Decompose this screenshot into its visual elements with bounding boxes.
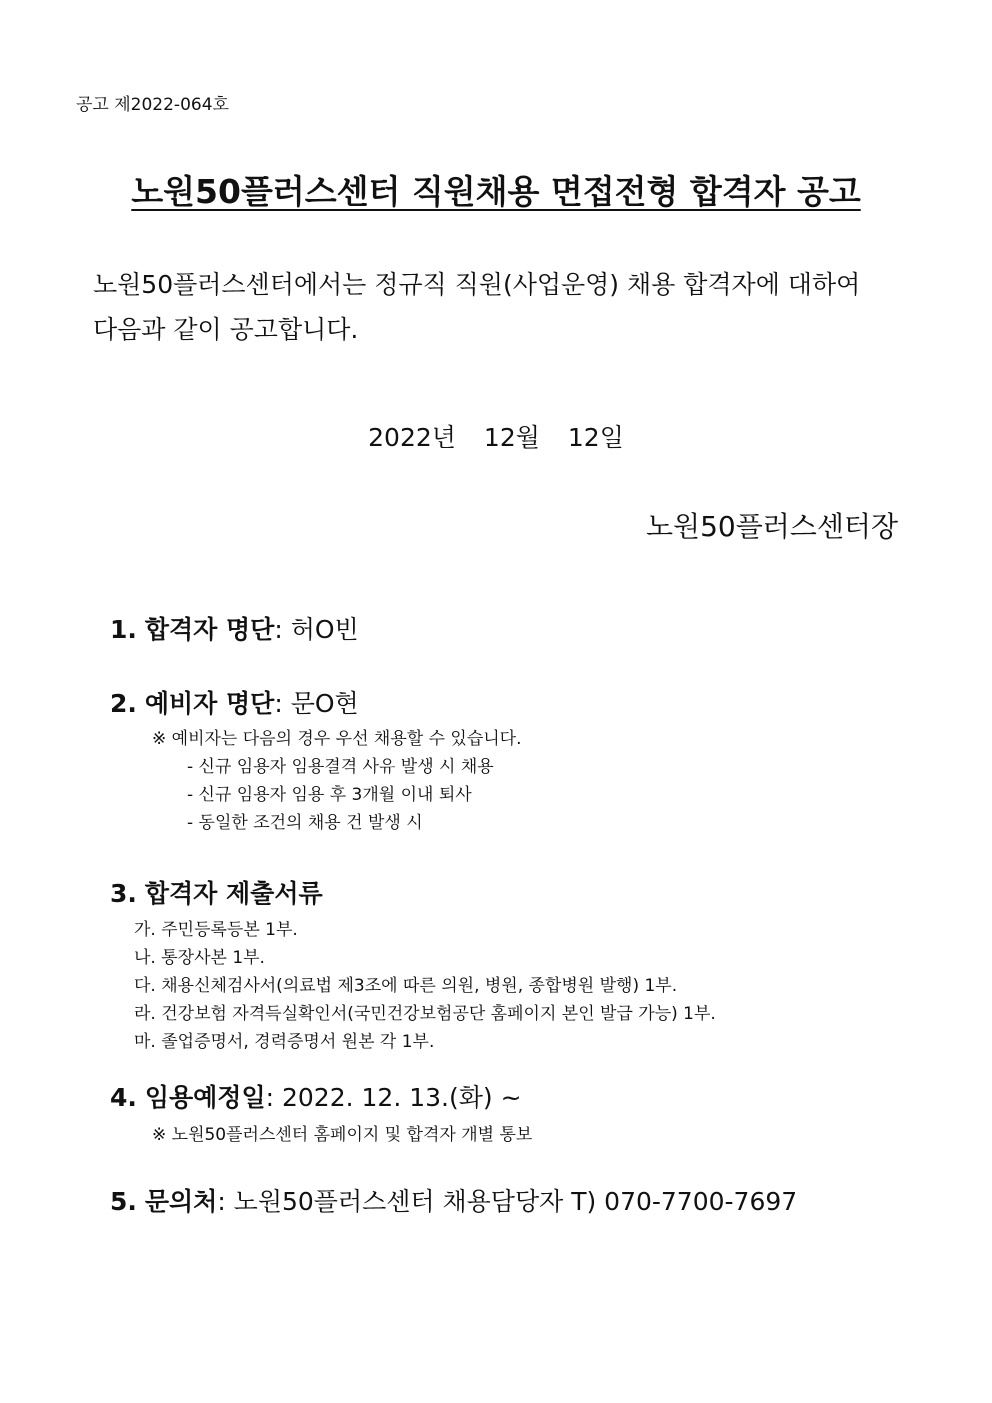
section-2-bullet: - 신규 임용자 임용 후 3개월 이내 퇴사: [187, 785, 472, 805]
section-value: : 문O현: [274, 689, 359, 718]
section-value: : 허O빈: [274, 615, 359, 644]
section-2-heading: [110, 684, 359, 720]
section-value: : 노원50플러스센터 채용담당자 T) 070-7700-7697: [217, 1187, 798, 1216]
section-number: 5.: [110, 1187, 137, 1216]
section-number: 2.: [110, 689, 137, 718]
section-label: 합격자 명단: [144, 615, 275, 644]
section-2-bullet: - 동일한 조건의 채용 건 발생 시: [187, 813, 423, 833]
section-label: 예비자 명단: [144, 689, 275, 718]
section-1-heading: [110, 610, 359, 646]
intro-line-1: 노원50플러스센터에서는 정규직 직원(사업운영) 채용 합격자에 대하여: [93, 270, 861, 299]
section-number: 3.: [110, 879, 137, 908]
intro-line-2: 다음과 같이 공고합니다.: [93, 315, 359, 344]
date-month: 12월: [483, 423, 540, 452]
section-value: : 2022. 12. 13.(화) ~: [265, 1083, 522, 1112]
notice-date: [0, 418, 992, 454]
section-number: 4.: [110, 1083, 137, 1112]
date-day: 12일: [567, 423, 624, 452]
signer: 노원50플러스센터장: [645, 510, 898, 543]
document-item: 다. 채용신체검사서(의료법 제3조에 따른 의원, 병원, 종합병원 발행) 1부.: [134, 976, 678, 996]
document-title-text: 노원50플러스센터 직원채용 면접전형 합격자 공고: [131, 172, 861, 211]
section-5-heading: [110, 1182, 797, 1218]
section-number: 1.: [110, 615, 137, 644]
section-3-heading: [110, 874, 323, 910]
section-label: 임용예정일: [144, 1083, 266, 1112]
date-year: 2022년: [368, 423, 456, 452]
document-item: 나. 통장사본 1부.: [134, 948, 265, 968]
document-item: 라. 건강보험 자격득실확인서(국민건강보험공단 홈페이지 본인 발급 가능) 1부.: [134, 1004, 716, 1024]
section-2-note: ※ 예비자는 다음의 경우 우선 채용할 수 있습니다.: [152, 729, 522, 749]
document-title: [0, 166, 992, 213]
document-item: 마. 졸업증명서, 경력증명서 원본 각 1부.: [134, 1032, 435, 1052]
section-4-heading: [110, 1078, 522, 1114]
notice-number: 공고 제2022-064호: [76, 95, 229, 115]
section-label: 문의처: [144, 1187, 218, 1216]
section-2-bullet: - 신규 임용자 임용결격 사유 발생 시 채용: [187, 757, 494, 777]
section-label: 합격자 제출서류: [144, 879, 323, 908]
section-4-note: ※ 노원50플러스센터 홈페이지 및 합격자 개별 통보: [152, 1125, 533, 1145]
document-item: 가. 주민등록등본 1부.: [134, 920, 298, 940]
